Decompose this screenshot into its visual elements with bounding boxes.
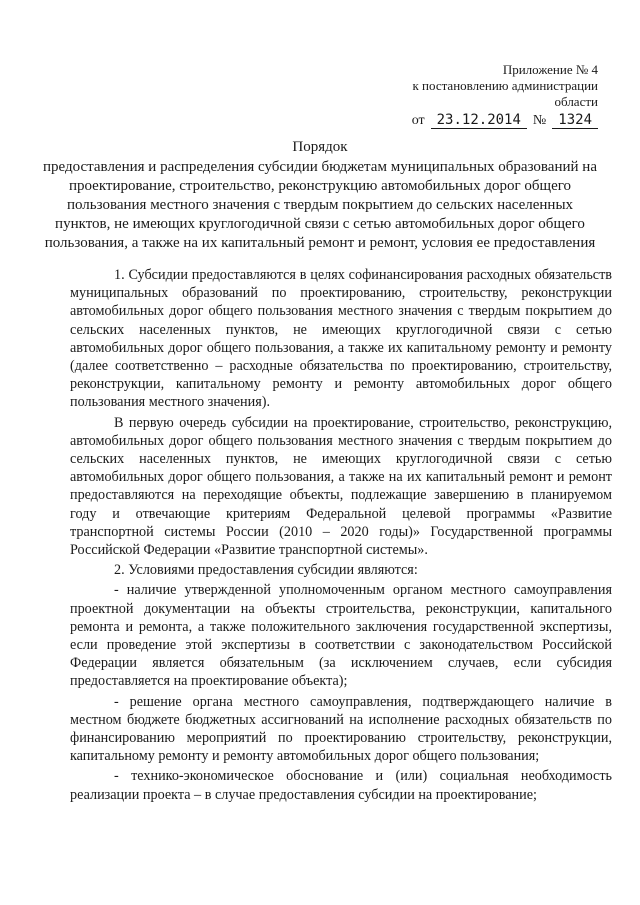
list-item: - технико-экономическое обоснование и (или) социальная необходимость реализации проекта – в случае предоставления субсидии на проектирование; [70,768,612,803]
document-body [70,266,612,806]
list-item: - наличие утвержденной уполномоченным органом местного самоуправления проектной документации на объекты строительства, реконструкции, капитального ремонта и ремонта, а также положительного заключения государственной экспертизы, если проведение этой экспертизы в соответствии с законодательством Российской Федерации является обязательным (за исключением случаев, если субсидия предоставляется на проектирование объекта); [70,582,612,690]
appendix-reference-cont: области [554,94,598,109]
document-subtitle: предоставления и распределения субсидии бюджетам муниципальных образований на проектирование, строительство, реконструкцию автомобильных дорог общего пользования местного значения с твердым покрытием до сельских населенных пунктов, не имеющих круглогодичной связи с сетью автомобильных дорог общего пользования, а также на их капитальный ремонт и ремонт, условия ее предоставления [43,159,597,251]
paragraph: В первую очередь субсидии на проектирование, строительство, реконструкцию, автомобильных дорог общего пользования местного значения с твердым покрытием до сельских населенных пунктов, не имеющих круглогодичной связи с сетью автомобильных дорог общего пользования, а также на их капитальный ремонт и ремонт предоставляются на переходящие объекты, подлежащие завершению в планируемом году и отвечающие критериям Федеральной целевой программы «Развитие транспортной системы России (2010 – 2020 годы)» Государственной программы Российской Федерации «Развитие транспортной системы». [70,414,612,559]
handwritten-date: 23.12.2014 [431,112,527,129]
from-label: от [411,113,425,128]
paragraph: 2. Условиями предоставления субсидии являются: [114,562,418,579]
registration-line [358,112,598,129]
list-item: - решение органа местного самоуправления, подтверждающего наличие в местном бюджете бюджетных ассигнований на исполнение расходных обязательств по финансированию мероприятий по проектированию строительству, реконструкции, капитальному ремонту и ремонту автомобильных дорог общего пользования; [70,693,612,765]
document-title: Порядок [292,139,348,155]
appendix-reference: к постановлению администрации [412,78,598,93]
handwritten-number: 1324 [552,112,598,129]
appendix-header [358,62,598,129]
number-label: № [532,113,547,128]
appendix-number: Приложение № 4 [502,62,598,77]
paragraph: 1. Субсидии предоставляются в целях софинансирования расходных обязательств муниципальных образований по проектированию, строительству, реконструкции автомобильных дорог общего пользования местного значения с твердым покрытием до сельских населенных пунктов, не имеющих круглогодичной связи с сетью автомобильных дорог общего пользования, а также их капитальному ремонту и ремонту (далее соответственно – расходные обязательства по проектированию, строительству, реконструкции, капитальному ремонту и ремонту автомобильных дорог общего пользования местного значения). [70,267,612,411]
